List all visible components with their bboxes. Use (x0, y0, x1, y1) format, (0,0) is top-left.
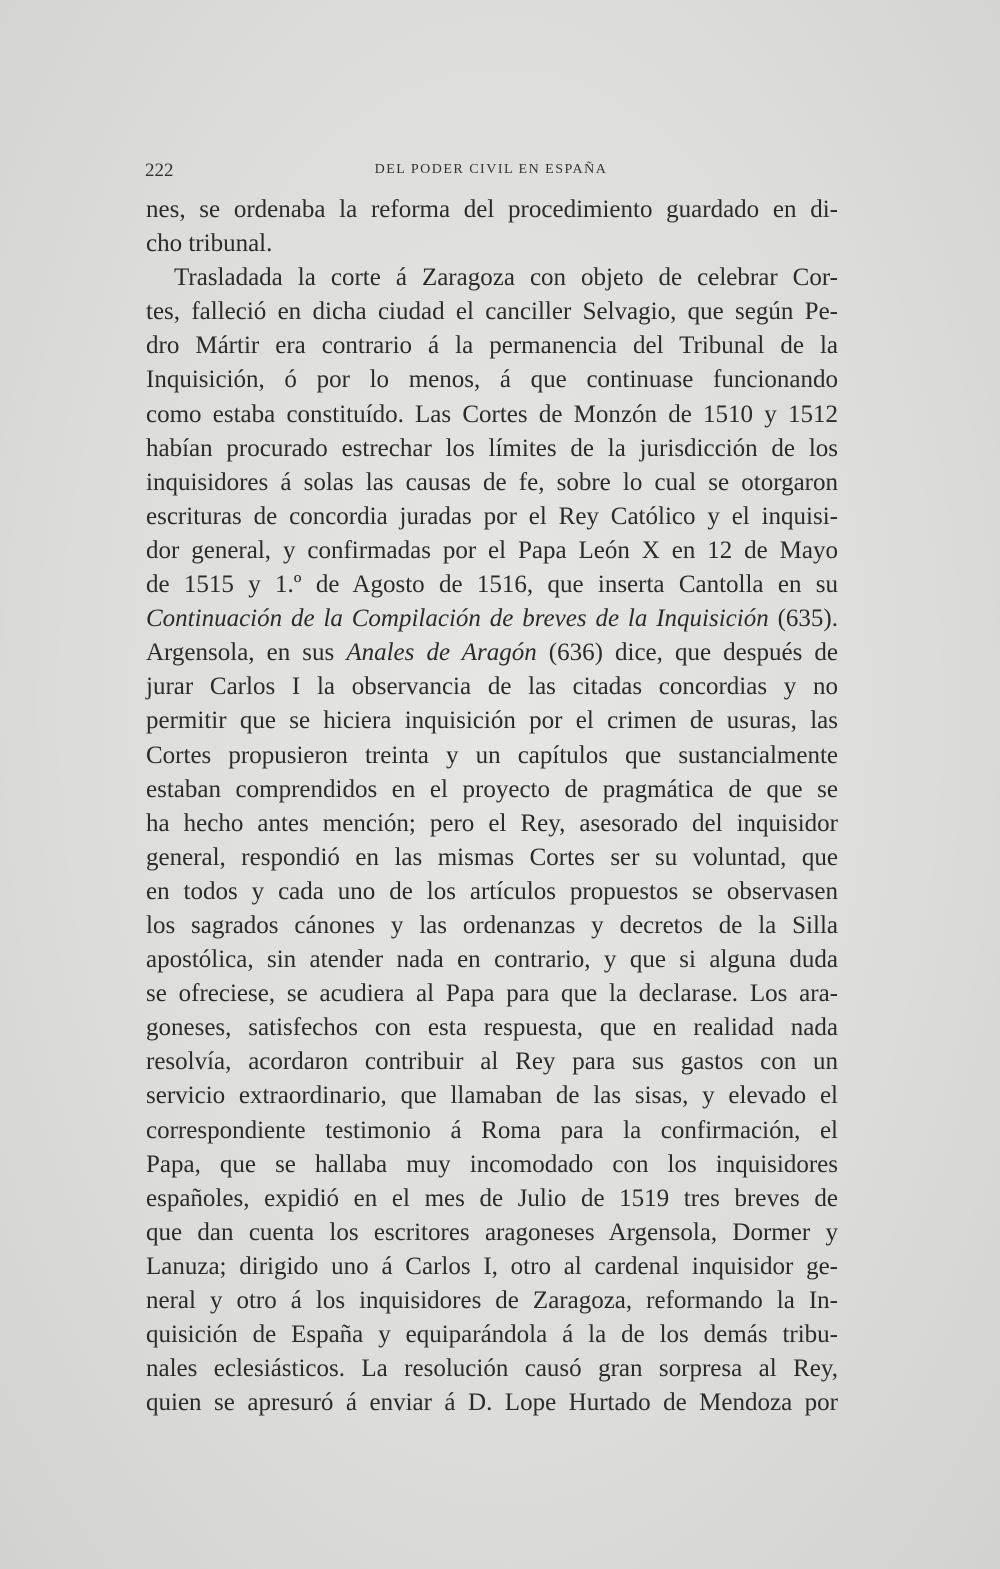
text-line: los sagrados cánones y las ordenanzas y decretos de la Silla (146, 911, 838, 939)
text-line: españoles, expidió en el mes de Julio de 1519 tres breves de (146, 1184, 838, 1212)
text-line-with-title (146, 602, 838, 636)
text-line: tes, falleció en dicha ciudad el canciller Selvagio, que según Pe- (146, 298, 838, 326)
text-line: como estaba constituído. Las Cortes de Monzón de 1510 y 1512 (146, 400, 838, 428)
text-line: habían procurado estrechar los límites de la jurisdicción de los (146, 434, 838, 462)
text-line: escrituras de concordia juradas por el Rey Católico y el inquisi- (146, 502, 838, 530)
text-line-with-title (146, 636, 838, 670)
text-line: resolvía, acordaron contribuir al Rey para sus gastos con un (146, 1048, 838, 1076)
text-line: de 1515 y 1.º de Agosto de 1516, que inserta Cantolla en su (146, 571, 838, 599)
citation-note: (635). (768, 605, 838, 633)
text-line: quisición de España y equiparándola á la de los demás tribu- (146, 1321, 838, 1349)
text-segment: Argensola, en sus (146, 639, 347, 667)
italic-book-title: Anales de Aragón (346, 639, 537, 667)
italic-book-title: Continuación de la Compilación de breves de la Inquisición (146, 605, 769, 633)
text-line: apostólica, sin atender nada en contrario, y que si alguna duda (146, 946, 838, 974)
text-line: quien se apresuró á enviar á D. Lope Hurtado de Mendoza por (146, 1389, 838, 1417)
text-line: estaban comprendidos en el proyecto de pragmática de que se (146, 775, 838, 803)
text-line: permitir que se hiciera inquisición por el crimen de usuras, las (146, 707, 838, 735)
text-line: ha hecho antes mención; pero el Rey, asesorado del inquisidor (146, 809, 838, 837)
text-line: dro Mártir era contrario á la permanencia del Tribunal de la (146, 332, 838, 360)
text-line: general, respondió en las mismas Cortes ser su voluntad, que (146, 843, 838, 871)
text-line: se ofreciese, se acudiera al Papa para que la declarase. Los ara- (146, 980, 838, 1008)
text-line: Papa, que se hallaba muy incomodado con los inquisidores (146, 1150, 838, 1178)
running-title: DEL PODER CIVIL EN ESPAÑA (374, 162, 608, 177)
text-line: en todos y cada uno de los artículos propuestos se observasen (146, 877, 838, 905)
text-line: correspondiente testimonio á Roma para la confirmación, el (146, 1116, 838, 1144)
text-line: Lanuza; dirigido uno á Carlos I, otro al cardenal inquisidor ge- (146, 1252, 838, 1280)
text-line: Inquisición, ó por lo menos, á que continuase funcionando (146, 366, 838, 394)
text-line: neral y otro á los inquisidores de Zaragoza, reformando la In- (146, 1287, 838, 1314)
text-line: que dan cuenta los escritores aragoneses Argensola, Dormer y (146, 1218, 838, 1246)
text-segment: (636) dice, que después de (536, 639, 838, 667)
text-line: nes, se ordenaba la reforma del procedimiento guardado en di- (146, 196, 838, 223)
text-line: cho tribunal. (146, 230, 273, 258)
text-line: Cortes propusieron treinta y un capítulos que sustancialmente (146, 741, 838, 769)
text-line: Trasladada la corte á Zaragoza con objeto de celebrar Cor- (174, 264, 838, 292)
text-line: goneses, satisfechos con esta respuesta, que en realidad nada (146, 1014, 838, 1042)
page-number: 222 (145, 160, 174, 181)
text-line: jurar Carlos I la observancia de las citadas concordias y no (146, 673, 838, 701)
body-text (146, 193, 838, 1420)
text-line: nales eclesiásticos. La resolución causó gran sorpresa al Rey, (146, 1355, 838, 1383)
text-line: inquisidores á solas las causas de fe, sobre lo cual se otorgaron (146, 468, 838, 496)
text-line: servicio extraordinario, que llamaban de las sisas, y elevado el (146, 1082, 838, 1110)
running-head (145, 160, 837, 182)
text-line: dor general, y confirmadas por el Papa León X en 12 de Mayo (146, 536, 838, 564)
